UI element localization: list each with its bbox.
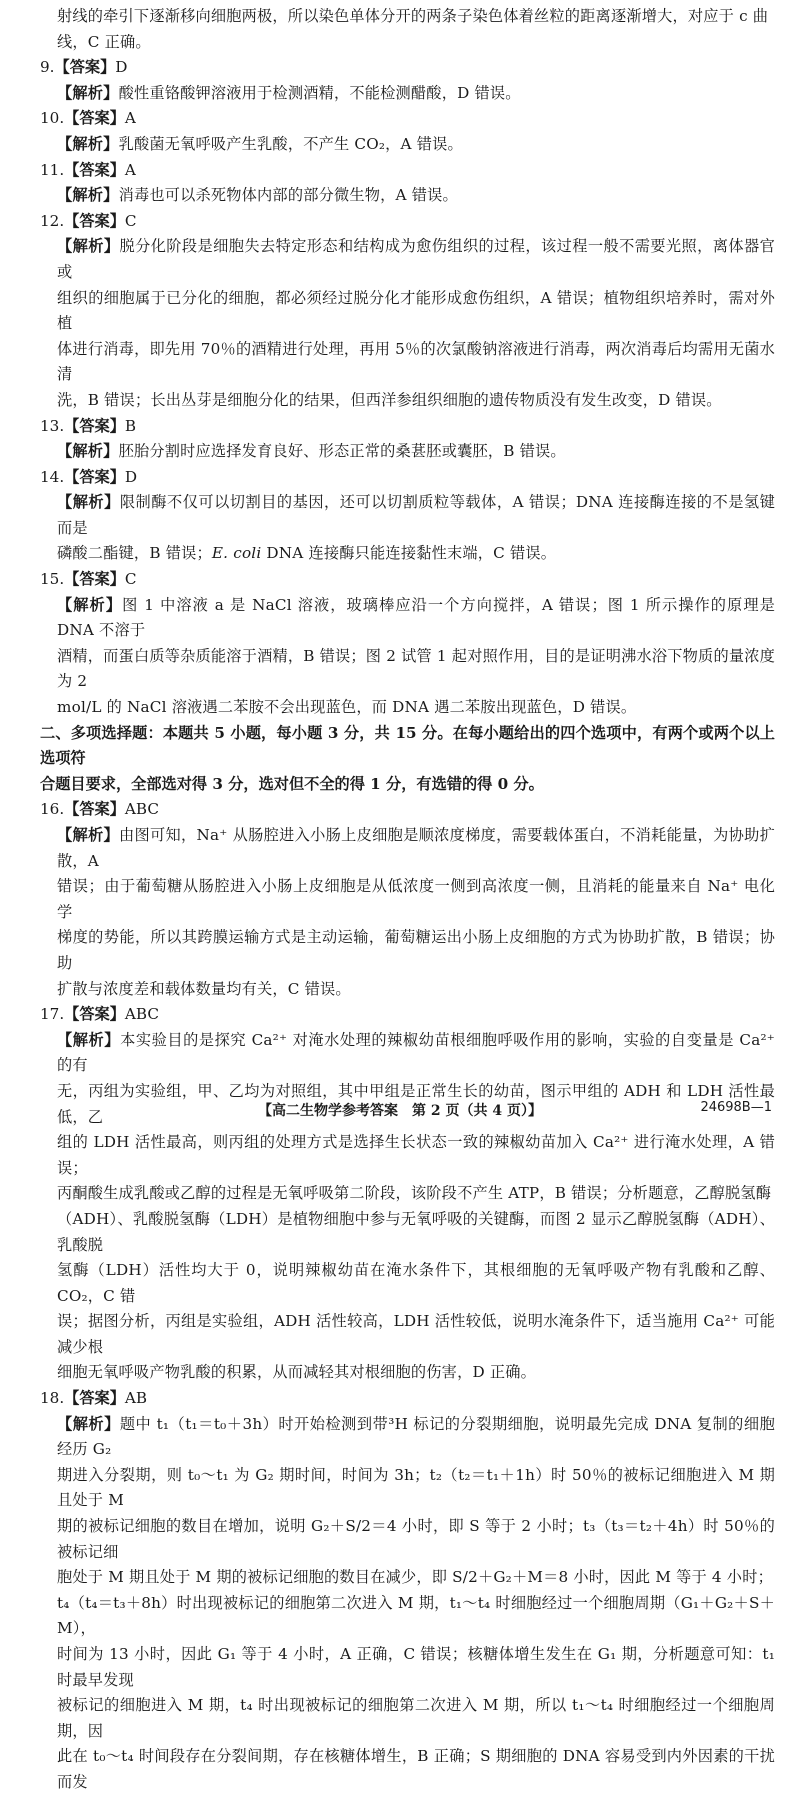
q15-explanation: mol/L 的 NaCl 溶液遇二苯胺不会出现蓝色，而 DNA 遇二苯胺出现蓝色，D 错误。 — [57, 698, 637, 717]
answer-tag: 【解析】 — [57, 595, 123, 614]
answer-tag: 【解析】 — [57, 134, 119, 153]
q12-answer: 12.【答案】C — [40, 211, 137, 230]
q18-answer: 18.【答案】AB — [40, 1389, 148, 1408]
answer-tag: 【解析】 — [57, 442, 119, 461]
q16-explanation: 扩散与浓度差和载体数量均有关，C 错误。 — [57, 979, 351, 998]
page-footer — [0, 1098, 800, 1122]
answer-tag: 【答案】 — [64, 467, 125, 486]
q13-explanation: 【解析】胚胎分割时应选择发育良好、形态正常的桑葚胚或囊胚，B 错误。 — [57, 442, 566, 461]
q16-answer: 16.【答案】ABC — [40, 800, 159, 819]
q14-text: 磷酸二酯键，B 错误； — [57, 544, 212, 563]
q14-explanation — [40, 541, 775, 567]
q17-explanation: 细胞无氧呼吸产物乳酸的积累，从而减轻其对根细胞的伤害，D 正确。 — [57, 1363, 537, 1382]
q15-answer: 15.【答案】C — [40, 570, 137, 589]
answer-tag: 【解析】 — [57, 1414, 120, 1433]
q10-answer: 10.【答案】A — [40, 109, 136, 128]
q18-explanation: t₄（t₄＝t₃＋8h）时出现被标记的细胞第二次进入 M 期，t₁～t₄ 时细胞经过一个细胞周期（G₁＋G₂＋S＋M）， — [57, 1593, 775, 1638]
q10-explanation: 【解析】乳酸菌无氧呼吸产生乳酸，不产生 CO₂，A 错误。 — [57, 134, 463, 153]
text-line: 射线的牵引下逐渐移向细胞两极，所以染色单体分开的两条子染色体着丝粒的距离逐渐增大，对应于 c 曲 — [57, 7, 769, 25]
q15-explanation: 【解析】图 1 中溶液 a 是 NaCl 溶液，玻璃棒应沿一个方向搅拌，A 错误；图 1 所示操作的原理是 DNA 不溶于 — [57, 595, 775, 640]
q12-explanation: 体进行消毒，即先用 70％的酒精进行处理，再用 5％的次氯酸钠溶液进行消毒，两次消毒后均需用无菌水清 — [57, 339, 775, 384]
q16-explanation: 梯度的势能，所以其跨膜运输方式是主动运输，葡萄糖运出小肠上皮细胞的方式为协助扩散，B 错误；协助 — [57, 928, 775, 972]
answer-tag: 【答案】 — [64, 570, 125, 589]
answer-tag: 【解析】 — [57, 83, 119, 102]
q12-explanation: 组织的细胞属于已分化的细胞，都必须经过脱分化才能形成愈伤组织，A 错误；植物组织培养时，需对外植 — [57, 288, 775, 333]
section-heading: 二、多项选择题：本题共 5 小题，每小题 3 分，共 15 分。在每小题给出的四个选项中，有两个或两个以上选项符 — [40, 723, 775, 768]
answer-tag: 【解析】 — [57, 186, 119, 205]
q15-explanation: 酒精，而蛋白质等杂质能溶于酒精，B 错误；图 2 试管 1 起对照作用，目的是证明沸水浴下物质的量浓度为 2 — [57, 646, 775, 691]
q17-explanation: 组的 LDH 活性最高，则丙组的处理方式是选择生长状态一致的辣椒幼苗加入 Ca²⁺ 进行淹水处理，A 错误； — [57, 1133, 775, 1177]
q18-explanation: 此在 t₀～t₄ 时间段存在分裂间期，存在核糖体增生，B 正确；S 期细胞的 DNA 容易受到内外因素的干扰而发 — [57, 1747, 775, 1791]
q16-explanation: 错误；由于葡萄糖从肠腔进入小肠上皮细胞是从低浓度一侧到高浓度一侧，且消耗的能量来自 Na⁺ 电化学 — [57, 877, 775, 921]
answer-tag: 【答案】 — [64, 160, 125, 179]
q18-explanation: 被标记的细胞进入 M 期，t₄ 时出现被标记的细胞第二次进入 M 期，所以 t₁～t₄ 时细胞经过一个细胞周期，因 — [57, 1696, 775, 1740]
answer-tag: 【解析】 — [57, 826, 119, 844]
q9-explanation: 【解析】酸性重铬酸钾溶液用于检测酒精，不能检测醋酸，D 错误。 — [57, 83, 521, 102]
text-line: 线，C 正确。 — [57, 32, 151, 51]
answer-tag: 【答案】 — [64, 1389, 125, 1408]
q18-explanation: 【解析】题中 t₁（t₁＝t₀＋3h）时开始检测到带³H 标记的分裂期细胞，说明最先完成 DNA 复制的细胞经历 G₂ — [57, 1414, 775, 1459]
footer-code: 24698B—1 — [700, 1100, 772, 1115]
q11-answer: 11.【答案】A — [40, 160, 136, 179]
answer-tag: 【答案】 — [64, 800, 125, 819]
q17-explanation: 氢酶（LDH）活性均大于 0，说明辣椒幼苗在淹水条件下，其根细胞的无氧呼吸产物有乳酸和乙醇、CO₂，C 错 — [57, 1261, 775, 1305]
q17-explanation: 误；据图分析，丙组是实验组，ADH 活性较高，LDH 活性较低，说明水淹条件下，适当施用 Ca²⁺ 可能减少根 — [57, 1312, 775, 1356]
answer-tag: 【答案】 — [64, 109, 125, 128]
q17-explanation: （ADH）、乳酸脱氢酶（LDH）是植物细胞中参与无氧呼吸的关键酶，而图 2 显示乙醇脱氢酶（ADH）、乳酸脱 — [57, 1209, 775, 1254]
answer-tag: 【答案】 — [64, 1005, 125, 1024]
answer-content — [40, 4, 775, 1796]
q14-text: DNA 连接酶只能连接黏性末端，C 错误。 — [261, 544, 557, 563]
q13-answer: 13.【答案】B — [40, 416, 137, 435]
q14-explanation: 【解析】限制酶不仅可以切割目的基因，还可以切割质粒等载体，A 错误；DNA 连接酶连接的不是氢键而是 — [57, 493, 775, 537]
section-heading: 合题目要求，全部选对得 3 分，选对但不全的得 1 分，有选错的得 0 分。 — [40, 774, 544, 793]
q17-explanation: 【解析】本实验目的是探究 Ca²⁺ 对淹水处理的辣椒幼苗根细胞呼吸作用的影响，实验的自变量是 Ca²⁺ 的有 — [57, 1030, 775, 1075]
q16-explanation: 【解析】由图可知，Na⁺ 从肠腔进入小肠上皮细胞是顺浓度梯度，需要载体蛋白，不消耗能量，为协助扩散，A — [57, 826, 775, 870]
species-name: E. coli — [211, 544, 262, 563]
answer-tag: 【解析】 — [57, 237, 120, 256]
q14-answer: 14.【答案】D — [40, 467, 138, 486]
q17-explanation: 丙酮酸生成乳酸或乙醇的过程是无氧呼吸第二阶段，该阶段不产生 ATP，B 错误；分析题意，乙醇脱氢酶 — [57, 1184, 772, 1203]
q18-explanation: 期进入分裂期，则 t₀～t₁ 为 G₂ 期时间，时间为 3h；t₂（t₂＝t₁＋1h）时 50％的被标记细胞进入 M 期且处于 M — [57, 1465, 775, 1510]
footer-title: 【高二生物学参考答案 第 2 页（共 4 页）】 — [258, 1103, 542, 1119]
q11-explanation: 【解析】消毒也可以杀死物体内部的部分微生物，A 错误。 — [57, 186, 458, 205]
q18-explanation: 期的被标记细胞的数目在增加，说明 G₂＋S/2＝4 小时，即 S 等于 2 小时；t₃（t₃＝t₂＋4h）时 50％的被标记细 — [57, 1517, 775, 1561]
answer-tag: 【答案】 — [54, 58, 116, 77]
q9-answer: 9.【答案】D — [40, 58, 128, 77]
answer-tag: 【答案】 — [64, 211, 125, 230]
q12-explanation: 洗，B 错误；长出丛芽是细胞分化的结果，但西洋参组织细胞的遗传物质没有发生改变，D 错误。 — [57, 390, 722, 409]
q17-answer: 17.【答案】ABC — [40, 1005, 159, 1024]
answer-tag: 【解析】 — [57, 1030, 121, 1049]
q18-explanation: 胞处于 M 期且处于 M 期的被标记细胞的数目在减少，即 S/2＋G₂＋M＝8 小时，因此 M 等于 4 小时； — [57, 1568, 773, 1587]
q17-explanation: 无，丙组为实验组，甲、乙均为对照组，其中甲组是正常生长的幼苗，图示甲组的 ADH 和 LDH 活性最低，乙 — [57, 1081, 775, 1126]
q12-explanation: 【解析】脱分化阶段是细胞失去特定形态和结构成为愈伤组织的过程，该过程一般不需要光照，离体器官或 — [57, 237, 775, 281]
answer-tag: 【答案】 — [64, 416, 125, 435]
q18-explanation: 时间为 13 小时，因此 G₁ 等于 4 小时，A 正确，C 错误；核糖体增生发生在 G₁ 期，分析题意可知：t₁ 时最早发现 — [57, 1645, 775, 1689]
answer-tag: 【解析】 — [57, 493, 120, 512]
